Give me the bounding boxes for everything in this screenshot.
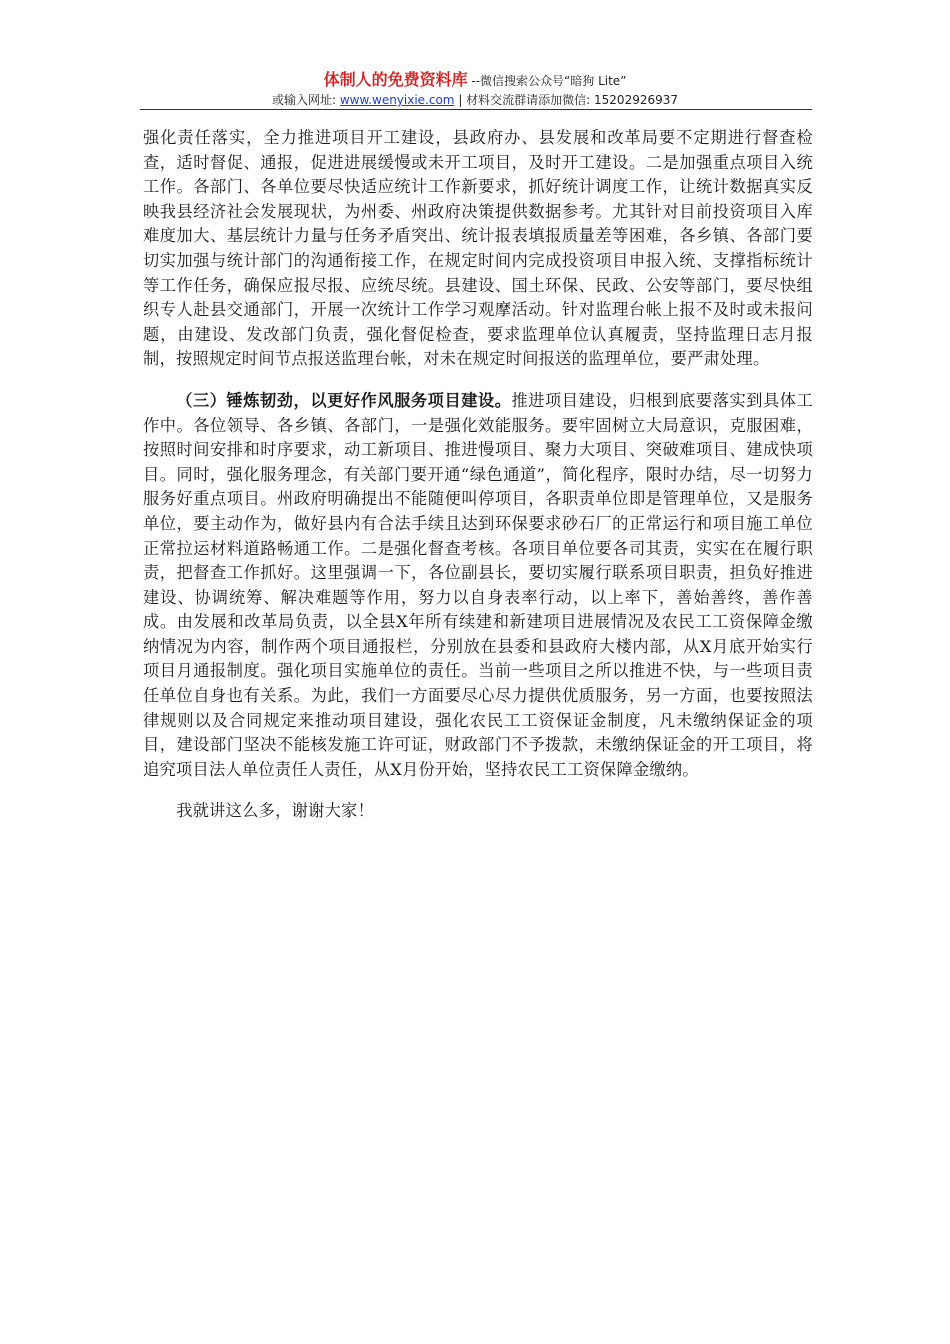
header-contact-suffix: | 材料交流群请添加微信: 15202926937 <box>454 93 679 107</box>
page-header <box>140 70 810 109</box>
header-url-prefix: 或输入网址: <box>271 93 340 107</box>
body-paragraph-1: 强化责任落实，全力推进项目开工建设，县政府办、县发展和改革局要不定期进行督查检查，适时督促、通报，促进进展缓慢或未开工项目，及时开工建设。二是加强重点项目入统工作。各部门、各单位要尽快适应统计工作新要求，抓好统计调度工作，让统计数据真实反映我县经济社会发展现状，为州委、州政府决策提供数据参考。尤其针对目前投资项目入库难度加大、基层统计力量与任务矛盾突出、统计报表填报质量差等困难，各乡镇、各部门要切实加强与统计部门的沟通衔接工作，在规定时间内完成投资项目申报入统、支撑指标统计等工作任务，确保应报尽报、应统尽统。县建设、国土环保、民政、公安等部门，要尽快组织专人赴县交通部门，开展一次统计工作学习观摩活动。针对监理台帐上报不及时或未报问题，由建设、发改部门负责，强化督促检查，要求监理单位认真履责，坚持监理日志月报制，按照规定时间节点报送监理台帐，对未在规定时间报送的监理单位，要严肃处理。 <box>143 128 813 369</box>
section-heading-3: （三）锤炼韧劲，以更好作风服务项目建设。 <box>176 390 512 410</box>
header-contact-line <box>140 91 810 109</box>
closing-paragraph: 我就讲这么多，谢谢大家！ <box>176 801 375 821</box>
body-paragraph-2 <box>143 389 813 783</box>
website-link[interactable]: www.wenyixie.com <box>339 93 455 107</box>
document-body <box>143 126 813 824</box>
body-paragraph-2-text: 推进项目建设，归根到底要落实到具体工作中。各位领导、各乡镇、各部门，一是强化效能服务。要牢固树立大局意识，克服困难，按照时间安排和时序要求，动工新项目、推进慢项目、聚力大项目、突破难项目、建成快项目。同时，强化服务理念，有关部门要开通“绿色通道”，简化程序，限时办结，尽一切努力服务好重点项目。州政府明确提出不能随便叫停项目，各职责单位即是管理单位，又是服务单位，要主动作为，做好县内有合法手续且达到环保要求砂石厂的正常运行和项目施工单位正常拉运材料道路畅通工作。二是强化督查考核。各项目单位要各司其责，实实在在履行职责，把督查工作抓好。这里强调一下，各位副县长，要切实履行联系项目职责，担负好推进建设、协调统筹、解决难题等作用，努力以自身表率行动，以上率下，善始善终，善作善成。由发展和改革局负责，以全县X年所有续建和新建项目进展情况及农民工工资保障金缴纳情况为内容，制作两个项目通报栏，分别放在县委和县政府大楼内部，从X月底开始实行项目月通报制度。强化项目实施单位的责任。当前一些项目之所以推进不快，与一些项目责任单位自身也有关系。为此，我们一方面要尽心尽力提供优质服务，另一方面，也要按照法律规则以及合同规定来推动项目建设，强化农民工工资保证金制度，凡未缴纳保证金的项目，建设部门坚决不能核发施工许可证，财政部门不予拨款，未缴纳保证金的开工项目，将追究项目法人单位责任人责任，从X月份开始，坚持农民工工资保障金缴纳。 <box>143 390 814 779</box>
header-tagline: --微信搜索公众号“暗狗 Lite” <box>467 74 627 88</box>
header-title-line <box>140 70 810 91</box>
header-divider <box>140 109 812 110</box>
brand-title: 体制人的免费资料库 <box>323 70 468 89</box>
